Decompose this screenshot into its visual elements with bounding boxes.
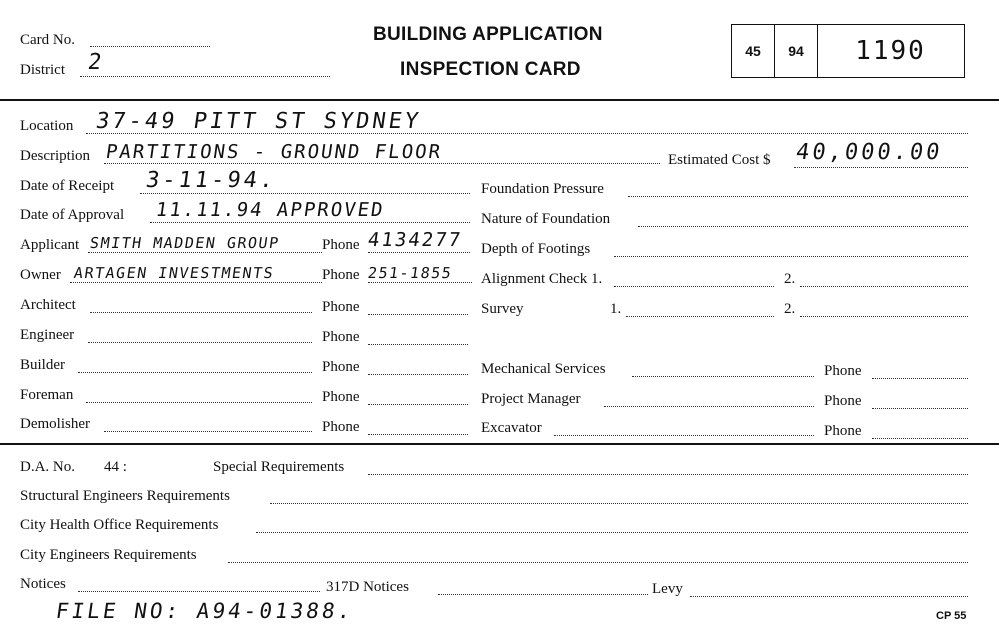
survey-line-1 — [626, 316, 774, 317]
date-of-receipt-label: Date of Receipt — [20, 178, 115, 194]
demolisher-line — [104, 431, 312, 432]
city-engineers-requirements-line — [228, 562, 968, 563]
file-number: FILE NO: A94-01388. — [54, 599, 355, 623]
foreman-phone-label: Phone — [322, 389, 360, 405]
da-no-label: D.A. No. — [20, 459, 75, 475]
notices-label: Notices — [20, 576, 66, 592]
special-requirements-label: Special Requirements — [213, 459, 345, 475]
city-engineers-requirements-label: City Engineers Requirements — [20, 547, 197, 563]
applicant-phone-label: Phone — [322, 237, 360, 253]
description-value: PARTITIONS - GROUND FLOOR — [104, 141, 444, 163]
location-label: Location — [20, 118, 74, 134]
structural-requirements-line — [270, 503, 968, 504]
health-requirements-label: City Health Office Requirements — [20, 517, 219, 533]
demolisher-label: Demolisher — [20, 416, 90, 432]
card-no-label: Card No. — [20, 32, 75, 48]
project-manager-phone-label: Phone — [824, 393, 862, 409]
nature-of-foundation-label: Nature of Foundation — [481, 211, 611, 227]
owner-label: Owner — [20, 267, 61, 283]
card-number-box — [731, 24, 965, 78]
architect-line — [90, 312, 312, 313]
excavator-phone-label: Phone — [824, 423, 862, 439]
date-of-receipt-line — [140, 193, 470, 194]
excavator-line — [554, 435, 814, 436]
applicant-label: Applicant — [20, 237, 80, 253]
structural-requirements-label: Structural Engineers Requirements — [20, 488, 230, 504]
levy-label: Levy — [652, 581, 683, 597]
district-line — [80, 76, 330, 77]
demolisher-phone-label: Phone — [322, 419, 360, 435]
engineer-line — [88, 342, 312, 343]
owner-phone-value: 251-1855 — [366, 264, 454, 282]
excavator-phone-line — [872, 438, 968, 439]
description-label: Description — [20, 148, 90, 164]
survey-2-label: 2. — [784, 301, 796, 317]
date-of-approval-label: Date of Approval — [20, 207, 125, 223]
card-number: 1190 — [855, 36, 926, 66]
estimated-cost-value: 40,000.00 — [794, 140, 945, 165]
da-no-value: 44 : — [104, 459, 127, 475]
levy-line — [690, 596, 968, 597]
mechanical-services-label: Mechanical Services — [481, 361, 606, 377]
owner-phone-label: Phone — [322, 267, 360, 283]
alignment-check-line-2 — [800, 286, 968, 287]
applicant-phone-line — [368, 252, 470, 253]
alignment-check-label: Alignment Check 1. — [481, 271, 603, 287]
alignment-check-line-1 — [614, 286, 774, 287]
alignment-check-2-label: 2. — [784, 271, 796, 287]
header-divider — [0, 99, 999, 101]
architect-phone-label: Phone — [322, 299, 360, 315]
district-value: 2 — [86, 50, 107, 75]
builder-label: Builder — [20, 357, 65, 373]
owner-value: ARTAGEN INVESTMENTS — [72, 264, 276, 282]
survey-line-2 — [800, 316, 968, 317]
project-manager-label: Project Manager — [481, 391, 581, 407]
foreman-phone-line — [368, 404, 468, 405]
special-requirements-line — [368, 474, 968, 475]
estimated-cost-label: Estimated Cost $ — [668, 152, 771, 168]
location-value: 37-49 PITT ST SYDNEY — [94, 109, 423, 134]
engineer-label: Engineer — [20, 327, 75, 343]
excavator-label: Excavator — [481, 420, 542, 436]
builder-line — [78, 372, 312, 373]
foundation-pressure-label: Foundation Pressure — [481, 181, 604, 197]
depth-of-footings-line — [614, 256, 968, 257]
date-of-receipt-value: 3-11-94. — [144, 168, 278, 193]
mechanical-services-phone-line — [872, 378, 968, 379]
survey-1-label: 1. — [610, 301, 622, 317]
project-manager-phone-line — [872, 408, 968, 409]
architect-label: Architect — [20, 297, 76, 313]
notices-317d-line — [438, 594, 648, 595]
builder-phone-line — [368, 374, 468, 375]
engineer-phone-line — [368, 344, 468, 345]
date-of-approval-line — [150, 222, 470, 223]
mechanical-services-line — [632, 376, 814, 377]
applicant-phone-value: 4134277 — [366, 229, 464, 251]
fields-divider — [0, 443, 999, 445]
mechanical-services-phone-label: Phone — [824, 363, 862, 379]
demolisher-phone-line — [368, 434, 468, 435]
nature-of-foundation-line — [638, 226, 968, 227]
estimated-cost-line — [794, 167, 968, 168]
builder-phone-label: Phone — [322, 359, 360, 375]
foreman-label: Foreman — [20, 387, 74, 403]
architect-phone-line — [368, 314, 468, 315]
notices-line — [78, 591, 320, 592]
project-manager-line — [604, 406, 814, 407]
district-label: District — [20, 62, 65, 78]
description-line — [104, 163, 660, 164]
form-code: CP 55 — [936, 610, 967, 622]
foundation-pressure-line — [628, 196, 968, 197]
survey-label: Survey — [481, 301, 524, 317]
depth-of-footings-label: Depth of Footings — [481, 241, 591, 257]
notices-317d-label: 317D Notices — [326, 579, 409, 595]
foreman-line — [86, 402, 312, 403]
health-requirements-line — [256, 532, 968, 533]
date-of-approval-value: 11.11.94 APPROVED — [154, 199, 387, 221]
card-no-line — [90, 46, 210, 47]
title-line-1: BUILDING APPLICATION — [373, 24, 603, 45]
title-line-2: INSPECTION CARD — [400, 59, 581, 80]
box-b: 94 — [775, 25, 818, 77]
applicant-value: SMITH MADDEN GROUP — [88, 234, 281, 252]
engineer-phone-label: Phone — [322, 329, 360, 345]
box-a: 45 — [732, 25, 775, 77]
